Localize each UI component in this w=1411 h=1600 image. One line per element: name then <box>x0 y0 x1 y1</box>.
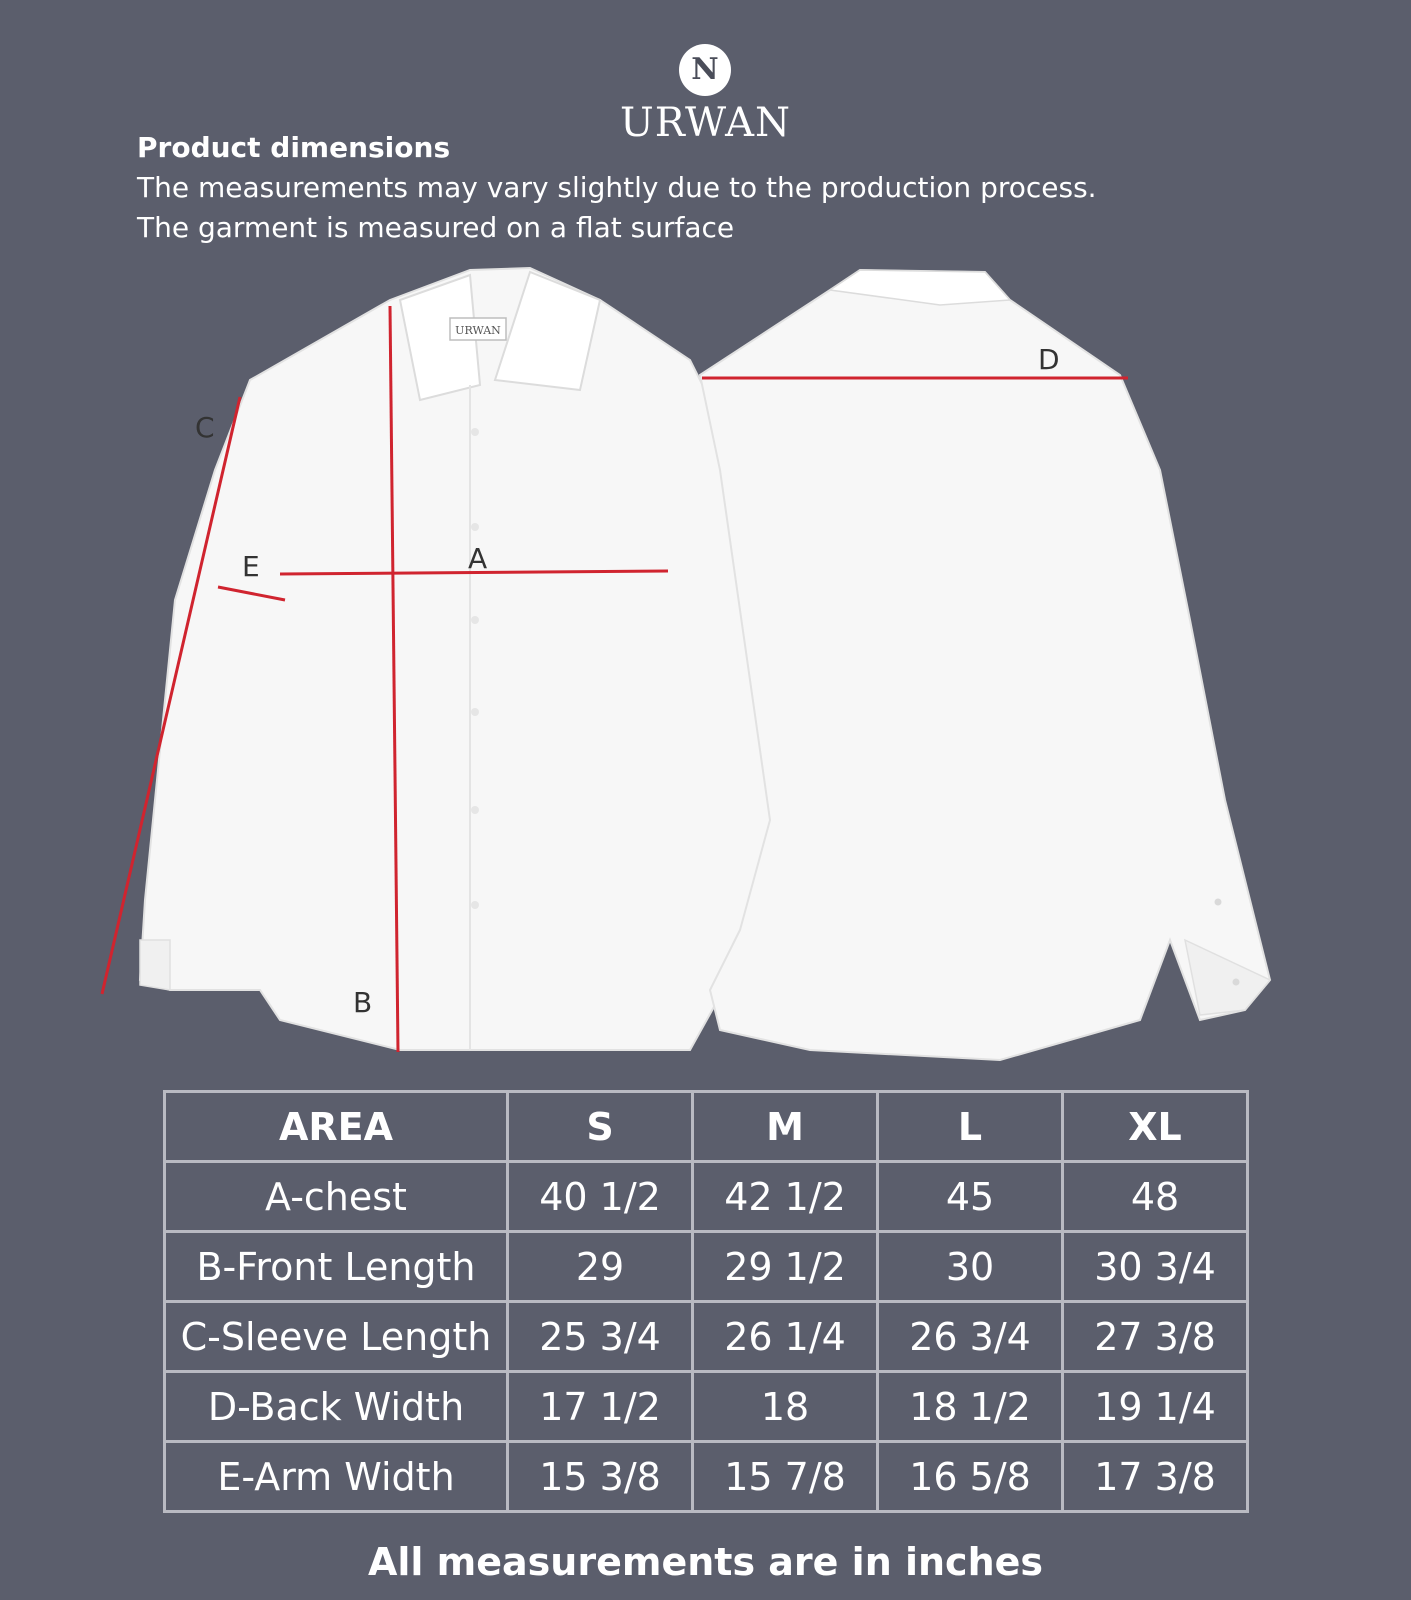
label-e: E <box>242 550 260 583</box>
table-row <box>165 1372 1248 1442</box>
cell-value: 19 1/4 <box>1063 1372 1248 1442</box>
cell-value: 15 3/8 <box>508 1442 693 1512</box>
intro-title: Product dimensions <box>137 131 451 164</box>
cell-value: 30 <box>878 1232 1063 1302</box>
table-header-row <box>165 1092 1248 1162</box>
intro-line-1: The measurements may vary slightly due to the production process. <box>137 171 1097 204</box>
table-row <box>165 1302 1248 1372</box>
header-size-m: M <box>693 1092 878 1162</box>
label-b: B <box>353 986 373 1019</box>
brand-name: URWAN <box>620 100 791 146</box>
cell-value: 18 1/2 <box>878 1372 1063 1442</box>
header-area: AREA <box>165 1092 508 1162</box>
front-shirt <box>140 268 800 1050</box>
label-d: D <box>1038 343 1060 376</box>
back-shirt <box>700 270 1270 1060</box>
cell-value: 30 3/4 <box>1063 1232 1248 1302</box>
label-a: A <box>468 542 488 575</box>
shirt-measurement-diagram <box>0 250 1411 1080</box>
table-row <box>165 1442 1248 1512</box>
header-size-s: S <box>508 1092 693 1162</box>
cell-value: 17 3/8 <box>1063 1442 1248 1512</box>
cell-value: 45 <box>878 1162 1063 1232</box>
table-row <box>165 1162 1248 1232</box>
header-size-xl: XL <box>1063 1092 1248 1162</box>
cell-value: 40 1/2 <box>508 1162 693 1232</box>
row-label: B-Front Length <box>165 1232 508 1302</box>
cell-value: 48 <box>1063 1162 1248 1232</box>
size-chart-table <box>163 1090 1249 1513</box>
cell-value: 27 3/8 <box>1063 1302 1248 1372</box>
row-label: A-chest <box>165 1162 508 1232</box>
cell-value: 29 <box>508 1232 693 1302</box>
cell-value: 29 1/2 <box>693 1232 878 1302</box>
row-label: C-Sleeve Length <box>165 1302 508 1372</box>
header-size-l: L <box>878 1092 1063 1162</box>
cell-value: 25 3/4 <box>508 1302 693 1372</box>
collar-tag-text: URWAN <box>455 324 501 337</box>
cell-value: 26 3/4 <box>878 1302 1063 1372</box>
row-label: D-Back Width <box>165 1372 508 1442</box>
cell-value: 17 1/2 <box>508 1372 693 1442</box>
units-footnote: All measurements are in inches <box>367 1540 1044 1584</box>
cell-value: 26 1/4 <box>693 1302 878 1372</box>
cell-value: 16 5/8 <box>878 1442 1063 1512</box>
row-label: E-Arm Width <box>165 1442 508 1512</box>
cell-value: 42 1/2 <box>693 1162 878 1232</box>
cell-value: 15 7/8 <box>693 1442 878 1512</box>
label-c: C <box>195 411 215 444</box>
cell-value: 18 <box>693 1372 878 1442</box>
intro-line-2: The garment is measured on a flat surface <box>137 211 735 244</box>
table-row <box>165 1232 1248 1302</box>
brand-mark-icon: N <box>679 44 731 96</box>
intro-text <box>137 128 1137 248</box>
